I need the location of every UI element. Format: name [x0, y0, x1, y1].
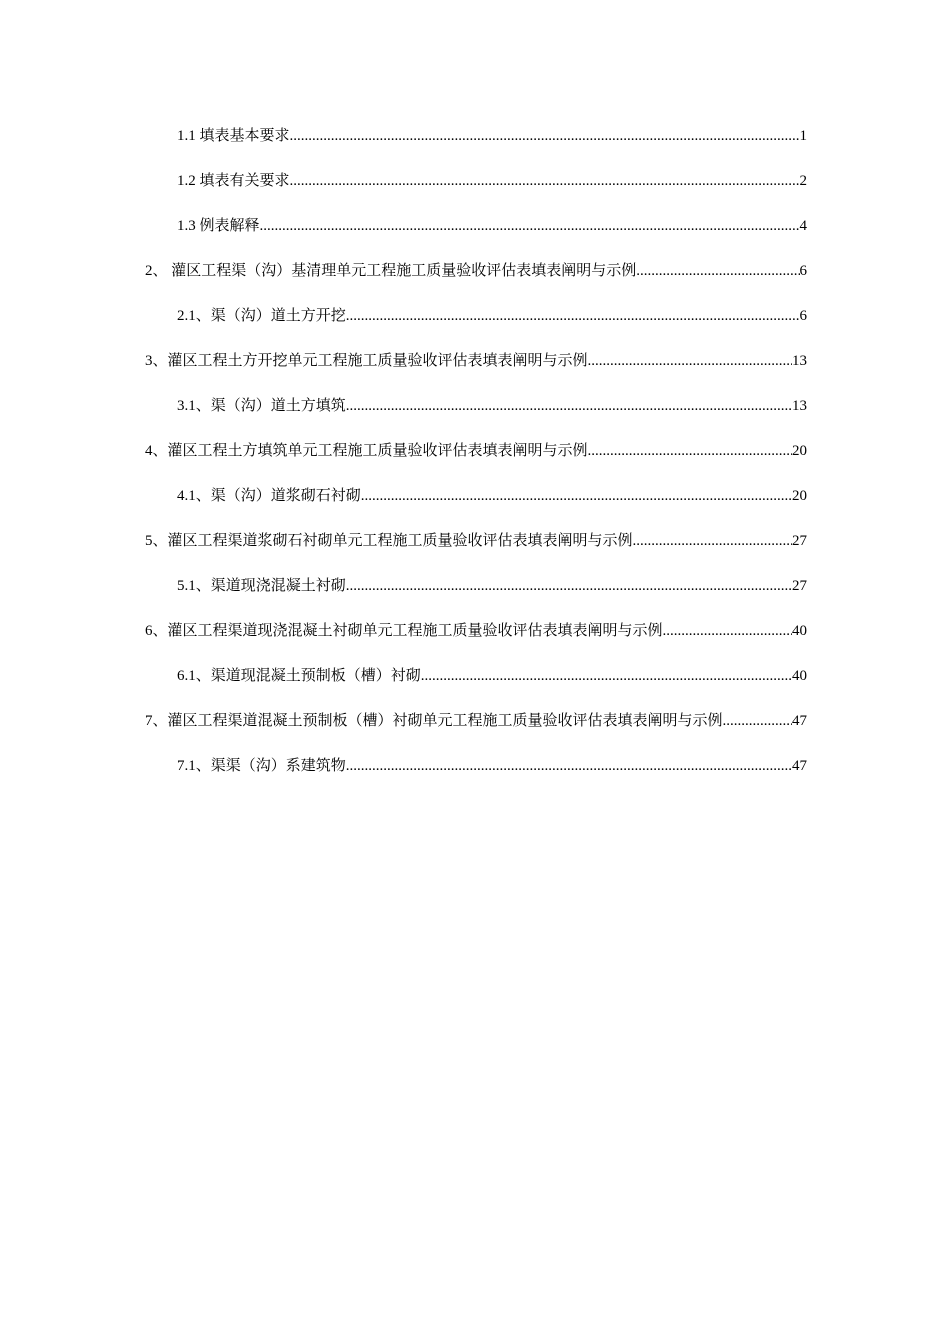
toc-dot-leader: [290, 122, 800, 150]
toc-dot-leader: [290, 167, 800, 195]
toc-entry-title: 2、 灌区工程渠（沟）基清理单元工程施工质量验收评估表填表阐明与示例: [145, 263, 637, 279]
toc-dot-leader: [633, 527, 792, 555]
toc-dot-leader: [636, 257, 799, 285]
toc-entry[interactable]: [177, 572, 807, 600]
toc-entry[interactable]: [145, 707, 807, 735]
toc-entry-page: 47: [792, 713, 807, 729]
toc-entry[interactable]: [177, 482, 807, 510]
toc-dot-leader: [723, 707, 792, 735]
toc-entry-title: 5.1、渠道现浇混凝土衬砌: [177, 578, 346, 594]
toc-entry-page: 20: [792, 443, 807, 459]
toc-entry[interactable]: [177, 212, 807, 240]
toc-dot-leader: [260, 212, 800, 240]
toc-entry-page: 6: [799, 263, 807, 279]
toc-entry-title: 1.2 填表有关要求: [177, 173, 290, 189]
toc-entry[interactable]: [177, 302, 807, 330]
toc-dot-leader: [361, 482, 792, 510]
toc-dot-leader: [346, 302, 800, 330]
toc-entry-page: 27: [792, 533, 807, 549]
toc-entry-page: 40: [792, 668, 807, 684]
toc-entry-page: 2: [799, 173, 807, 189]
toc-entry-page: 20: [792, 488, 807, 504]
toc-entry-page: 40: [792, 623, 807, 639]
toc-entry-page: 4: [799, 218, 807, 234]
toc-entry-title: 5、灌区工程渠道浆砌石衬砌单元工程施工质量验收评估表填表阐明与示例: [145, 533, 633, 549]
toc-entry-title: 3、灌区工程土方开挖单元工程施工质量验收评估表填表阐明与示例: [145, 353, 588, 369]
toc-entry-page: 1: [799, 128, 807, 144]
toc-entry[interactable]: [145, 257, 807, 285]
toc-entry-page: 47: [792, 758, 807, 774]
toc-dot-leader: [663, 617, 792, 645]
toc-dot-leader: [346, 572, 792, 600]
toc-entry-title: 6.1、渠道现混凝土预制板（槽）衬砌: [177, 668, 421, 684]
toc-entry[interactable]: [177, 167, 807, 195]
toc-entry[interactable]: [145, 617, 807, 645]
toc-dot-leader: [421, 662, 792, 690]
toc-entry-title: 7、灌区工程渠道混凝土预制板（槽）衬砌单元工程施工质量验收评估表填表阐明与示例: [145, 713, 723, 729]
toc-entry-page: 27: [792, 578, 807, 594]
toc-entry[interactable]: [177, 392, 807, 420]
toc-entry-title: 4、灌区工程土方填筑单元工程施工质量验收评估表填表阐明与示例: [145, 443, 588, 459]
toc-dot-leader: [588, 437, 792, 465]
toc-entry[interactable]: [145, 527, 807, 555]
toc-entry[interactable]: [145, 437, 807, 465]
toc-entry-title: 7.1、渠渠（沟）系建筑物: [177, 758, 346, 774]
toc-entry-title: 6、灌区工程渠道现浇混凝土衬砌单元工程施工质量验收评估表填表阐明与示例: [145, 623, 663, 639]
toc-entry[interactable]: [177, 662, 807, 690]
toc-dot-leader: [346, 752, 792, 780]
toc-dot-leader: [588, 347, 792, 375]
toc-entry-title: 1.1 填表基本要求: [177, 128, 290, 144]
toc-entry-title: 2.1、渠（沟）道土方开挖: [177, 308, 346, 324]
toc-entry-page: 6: [799, 308, 807, 324]
toc-entry-title: 3.1、渠（沟）道土方填筑: [177, 398, 346, 414]
toc-entry-page: 13: [792, 353, 807, 369]
toc-dot-leader: [346, 392, 792, 420]
toc-entry-title: 1.3 例表解释: [177, 218, 260, 234]
toc-entry[interactable]: [145, 347, 807, 375]
toc-entry[interactable]: [177, 752, 807, 780]
toc-entry-page: 13: [792, 398, 807, 414]
toc-entry-title: 4.1、渠（沟）道浆砌石衬砌: [177, 488, 361, 504]
toc-entry[interactable]: [177, 122, 807, 150]
